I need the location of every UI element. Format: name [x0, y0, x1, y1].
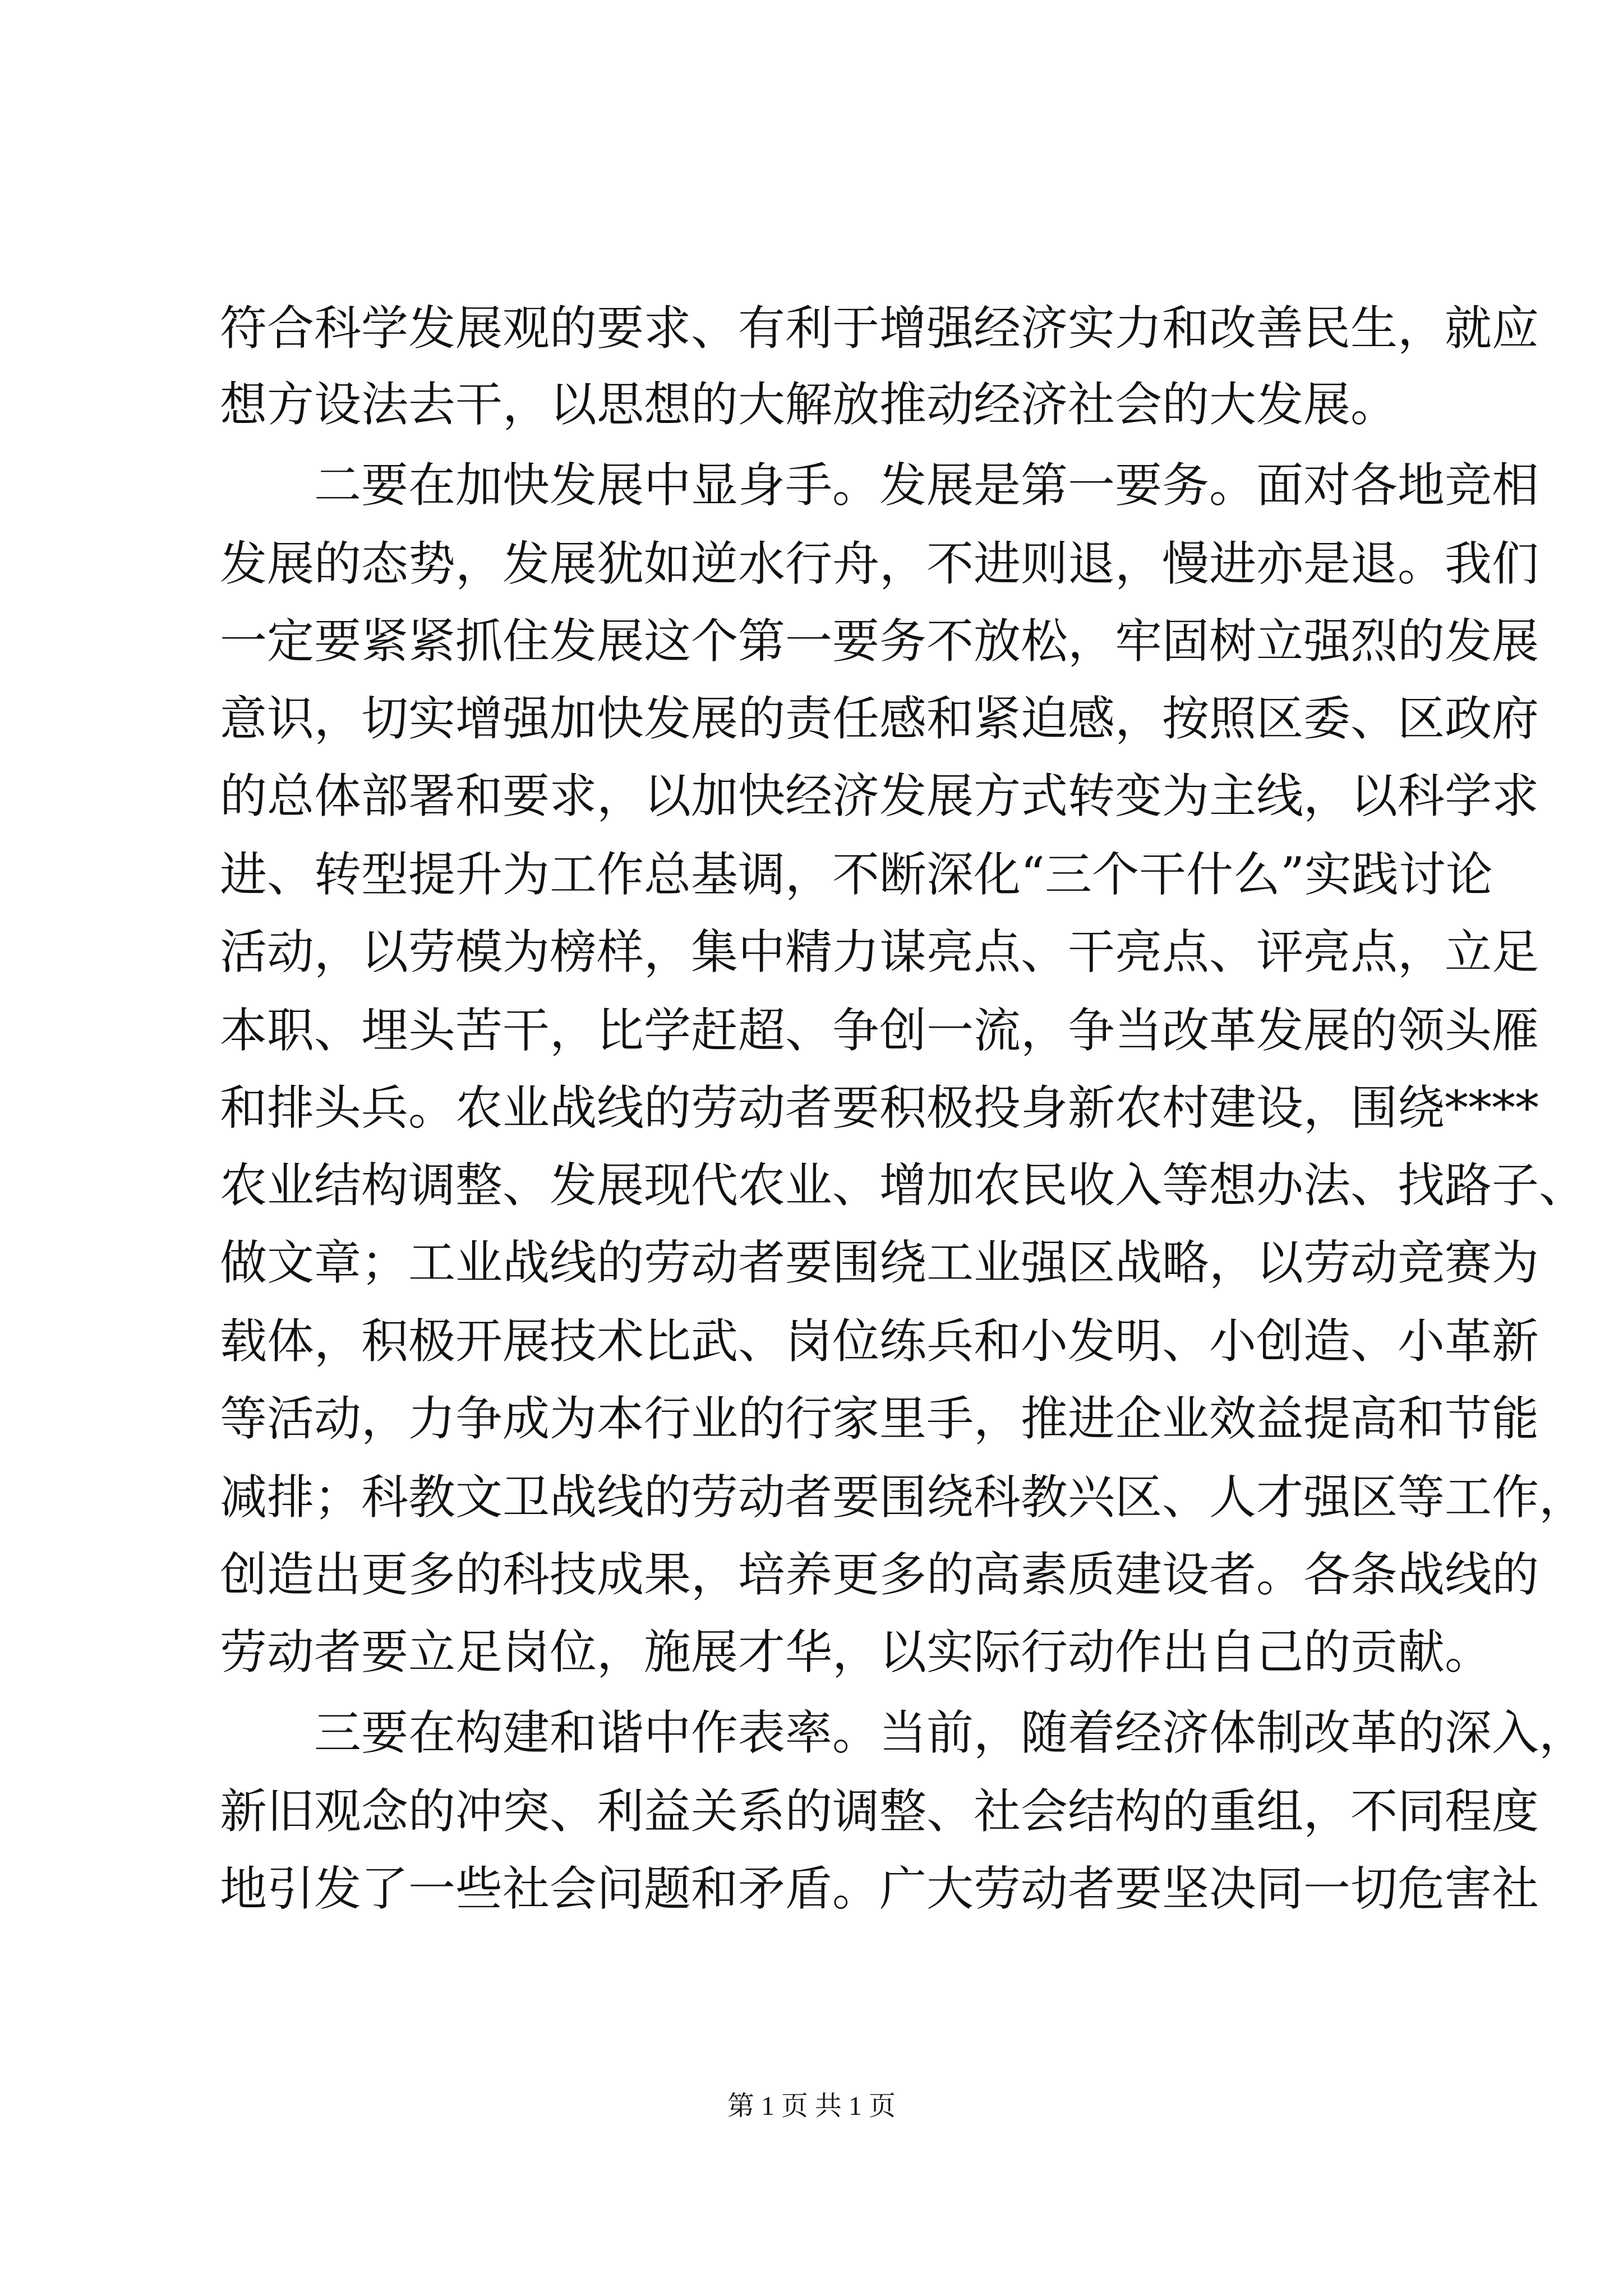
- text-line: 意识，切实增强加快发展的责任感和紧迫感，按照区委、区政府: [220, 691, 1539, 746]
- text-line: 地引发了一些社会问题和矛盾。广大劳动者要坚决同一切危害社: [220, 1861, 1539, 1916]
- paragraph-start-line: 三要在构建和谐中作表率。当前，随着经济体制改革的深入，: [314, 1705, 1587, 1760]
- text-line: 的总体部署和要求，以加快经济发展方式转变为主线，以科学求: [220, 769, 1539, 823]
- text-line: 载体，积极开展技术比武、岗位练兵和小发明、小创造、小革新: [220, 1314, 1539, 1369]
- text-line: 减排；科教文卫战线的劳动者要围绕科教兴区、人才强区等工作，: [220, 1470, 1587, 1525]
- text-line: 做文章；工业战线的劳动者要围绕工业强区战略，以劳动竞赛为: [220, 1235, 1539, 1290]
- text-line: 发展的态势，发展犹如逆水行舟，不进则退，慢进亦是退。我们: [220, 536, 1539, 591]
- text-line: 本职、埋头苦干，比学赶超、争创一流，争当改革发展的领头雁: [220, 1003, 1539, 1058]
- paragraph-start-line: 二要在加快发展中显身手。发展是第一要务。面对各地竞相: [314, 458, 1539, 513]
- text-line: 符合科学发展观的要求、有利于增强经济实力和改善民生，就应: [220, 301, 1539, 356]
- text-line: 劳动者要立足岗位，施展才华，以实际行动作出自己的贡献。: [220, 1625, 1492, 1680]
- text-line: 等活动，力争成为本行业的行家里手，推进企业效益提高和节能: [220, 1391, 1539, 1446]
- text-line: 活动，以劳模为榜样，集中精力谋亮点、干亮点、评亮点，立足: [220, 924, 1539, 979]
- text-line: 创造出更多的科技成果，培养更多的高素质建设者。各条战线的: [220, 1547, 1539, 1602]
- text-line: 一定要紧紧抓住发展这个第一要务不放松，牢固树立强烈的发展: [220, 614, 1539, 669]
- text-line: 新旧观念的冲突、利益关系的调整、社会结构的重组，不同程度: [220, 1784, 1539, 1839]
- text-line: 和排头兵。农业战线的劳动者要积极投身新农村建设，围绕****: [220, 1080, 1539, 1135]
- text-line: 想方设法去干，以思想的大解放推动经济社会的大发展。: [220, 377, 1398, 432]
- text-line: 农业结构调整、发展现代农业、增加农民收入等想办法、找路子、: [220, 1158, 1587, 1213]
- page-footer: 第 1 页 共 1 页: [727, 2091, 896, 2121]
- text-line: 进、转型提升为工作总基调，不断深化“三个干什么”实践讨论: [220, 847, 1493, 902]
